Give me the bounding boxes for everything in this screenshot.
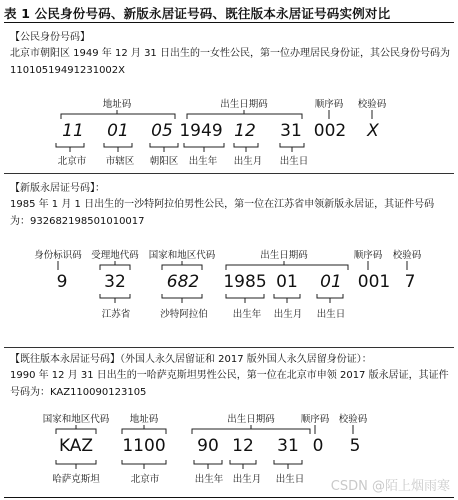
top-label-sequence: 顺序码 [314,99,344,110]
digit-group: 11 [62,121,84,141]
digit-group: 1985 [223,272,267,292]
top-label-sequence: 顺序码 [353,250,383,261]
top-label-country: 国家和地区代码 [148,250,216,261]
digit-group: 0 [312,436,324,456]
section-new-permit [4,174,454,347]
top-label-country: 国家和地区代码 [42,414,110,425]
bottom-label: 沙特阿拉伯 [160,309,208,320]
bottom-label: 出生月 [232,474,262,485]
section-heading: 【既往版本永居证号码】（外国人永久居留证和 2017 版外国人永久居留身份证）： [10,354,372,365]
digit-group: 001 [357,272,391,292]
digit-group: X [367,121,379,141]
brackets [4,23,454,173]
digit-group: 12 [234,121,256,141]
digit-group: 002 [313,121,347,141]
digit-group: 1949 [179,121,223,141]
top-label-check: 校验码 [357,99,387,110]
bottom-label: 江苏省 [101,309,131,320]
bottom-label: 出生日 [279,156,309,167]
section-description: 1990 年 12 月 31 日出生的一哈萨克斯坦男性公民，第一位在北京市申领 2017 版永居证，其证件号码为：KAZ110090123105 [10,370,449,398]
digit-group: 1100 [122,436,166,456]
bottom-label: 北京市 [57,156,87,167]
bottom-label: 出生日 [316,309,346,320]
top-label-sequence: 顺序码 [300,414,330,425]
bottom-label: 出生月 [273,309,303,320]
bottom-label: 出生年 [194,474,224,485]
bottom-label: 哈萨克斯坦 [52,474,100,485]
bottom-label: 朝阳区 [149,156,179,167]
top-label-region: 受理地代码 [91,250,139,261]
comparison-table [4,22,454,498]
section-description: 北京市朝阳区 1949 年 12 月 31 日出生的一女性公民，第一位办理居民身份证，其公民身份号码为 11010519491231002X [10,48,450,76]
top-label-birthdate: 出生日期码 [220,99,268,110]
digit-group: 90 [197,436,219,456]
section-citizen-id [4,23,454,173]
bottom-label: 市辖区 [105,156,135,167]
digit-group: 31 [280,121,302,141]
top-label-address: 地址码 [102,99,132,110]
digit-group: 12 [232,436,254,456]
bottom-label: 北京市 [130,474,160,485]
section-heading: 【新版永居证号码】： [10,183,105,194]
bottom-label: 出生年 [188,156,218,167]
digit-group: 31 [277,436,299,456]
digit-group: 05 [151,121,173,141]
bottom-label: 出生年 [232,309,262,320]
digit-group: 7 [404,272,416,292]
section-previous-permit [4,348,454,496]
bottom-label: 出生日 [275,474,305,485]
section-heading: 【公民身份号码】 [10,32,90,43]
brackets [4,174,454,347]
bottom-label: 出生月 [233,156,263,167]
top-label-address: 地址码 [129,414,159,425]
top-label-check: 校验码 [338,414,368,425]
top-label-birthdate: 出生日期码 [260,250,308,261]
digit-group: 5 [349,436,361,456]
digit-group: 9 [56,272,68,292]
digit-group: 01 [107,121,129,141]
digit-group: 682 [166,272,200,292]
digit-group: KAZ [58,436,94,456]
table-title: 表 1 公民身份号码、新版永居证号码、既往版本永居证号码实例对比 [4,6,391,21]
top-label-birthdate: 出生日期码 [227,414,275,425]
digit-group: 01 [276,272,298,292]
watermark: CSDN @陌上烟雨寒 [330,479,450,494]
digit-group: 01 [320,272,342,292]
top-label-identity: 身份标识码 [34,250,82,261]
section-description: 1985 年 1 月 1 日出生的一沙特阿拉伯男性公民，第一位在江苏省申领新版永居证，其证件号码为：932682198501010017 [10,199,435,227]
digit-group: 32 [104,272,126,292]
top-label-check: 校验码 [392,250,422,261]
